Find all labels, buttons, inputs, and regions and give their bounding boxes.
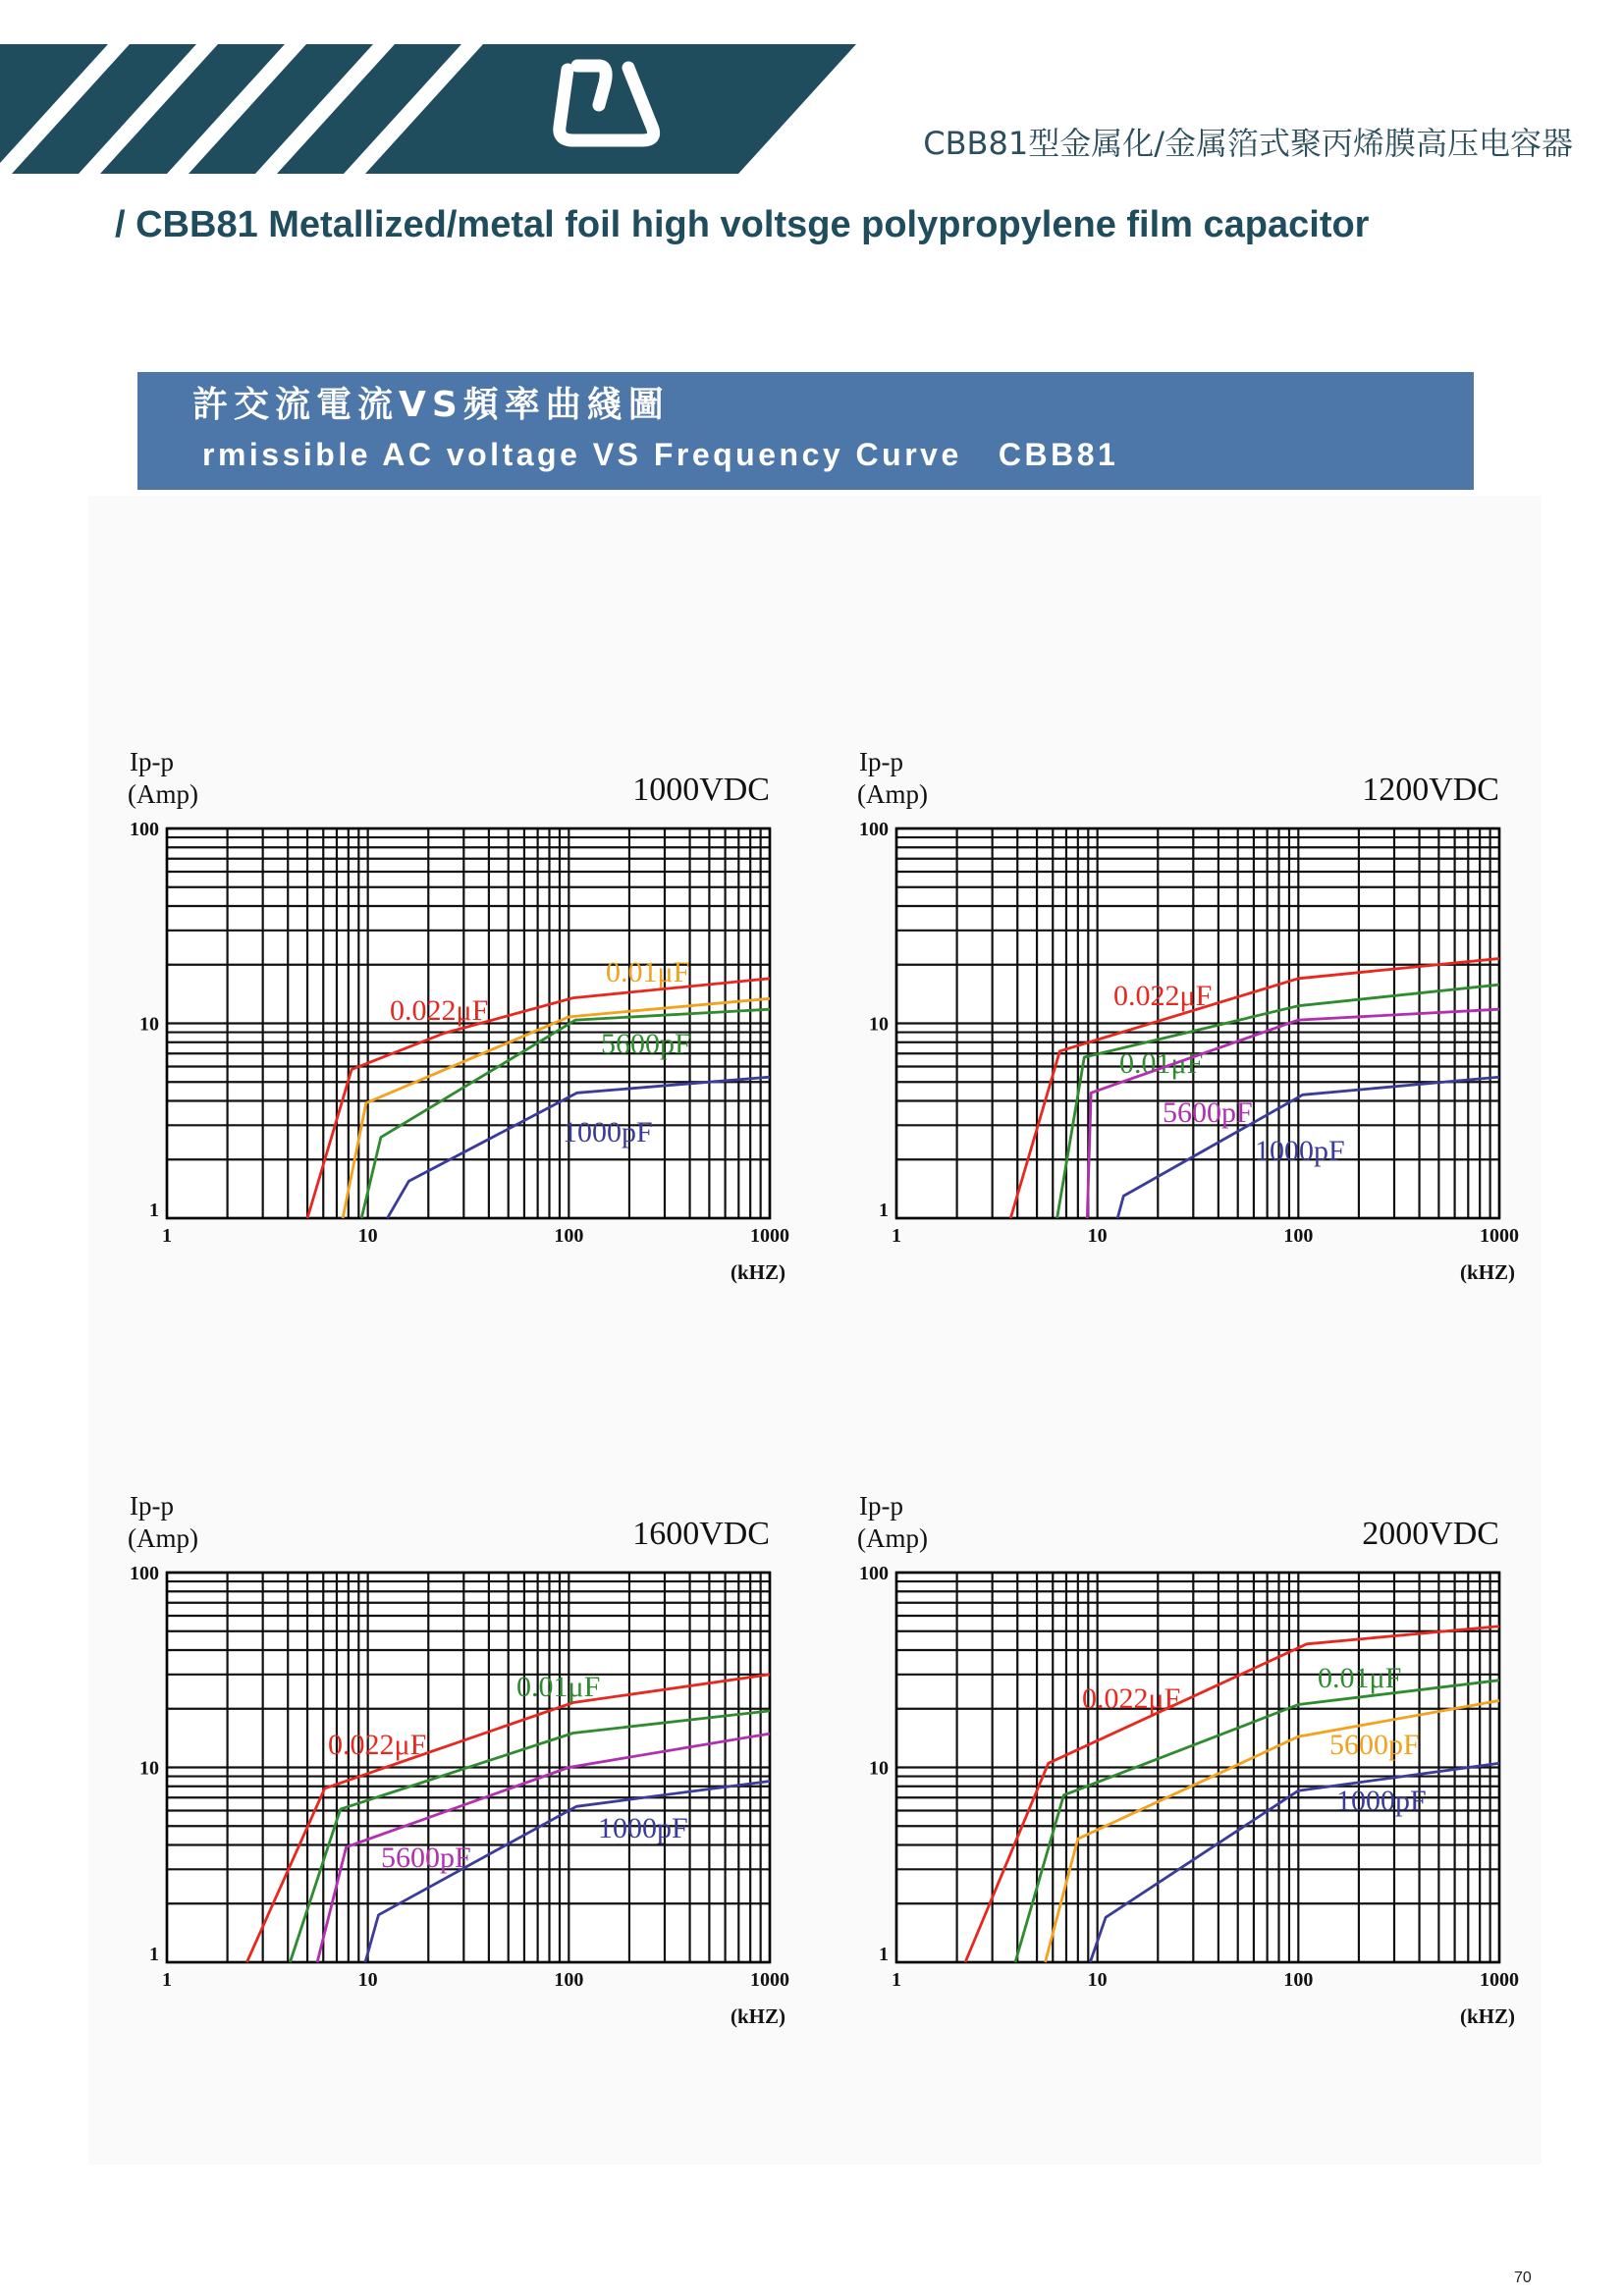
y-tick-label: 1	[149, 1944, 159, 1965]
x-tick-label: 1	[162, 1225, 172, 1247]
x-tick-label: 100	[1283, 1225, 1314, 1247]
y-axis-unit: (Amp)	[128, 1523, 198, 1553]
chart-1000vdc	[118, 741, 805, 1296]
y-tick-label: 1	[879, 1944, 889, 1965]
curve-label-0-01uf: 0.01μF	[1119, 1047, 1204, 1080]
curve-label-5600pf: 5600pF	[601, 1028, 691, 1060]
grid	[896, 828, 1499, 1218]
product-title-cn: CBB81型金属化/金属箔式聚丙烯膜高压电容器	[923, 125, 1573, 162]
x-tick-label: 10	[1087, 1969, 1108, 1991]
banner-title-cn: 許交流電流VS頻率曲綫圖	[192, 385, 670, 425]
grid	[896, 1573, 1499, 1962]
y-axis-unit: (Amp)	[857, 779, 928, 809]
chart-1600vdc	[118, 1485, 805, 2040]
curve-label-0-01uf: 0.01μF	[516, 1671, 601, 1703]
x-tick-label: 10	[357, 1225, 378, 1247]
y-axis-label: Ip-p	[130, 1491, 174, 1521]
chart-title: 1600VDC	[632, 1516, 770, 1552]
curve-label-5600pf: 5600pF	[1329, 1729, 1420, 1761]
page-number: 70	[1514, 2269, 1532, 2286]
banner-title-en: rmissible AC voltage VS Frequency Curve CBB81	[202, 437, 1119, 472]
x-axis-label: (kHZ)	[1459, 1260, 1516, 1284]
x-axis-label: (kHZ)	[730, 1260, 786, 1284]
curve-label-0-022uf: 0.022μF	[328, 1729, 427, 1761]
chart-title: 1200VDC	[1362, 772, 1499, 808]
chart-title: 2000VDC	[1362, 1516, 1499, 1552]
curve-label-1000pf: 1000pF	[1336, 1785, 1427, 1817]
x-tick-label: 1000	[750, 1225, 789, 1247]
curve-label-0-022uf: 0.022μF	[1082, 1682, 1181, 1715]
y-axis-unit: (Amp)	[128, 779, 198, 809]
curve-label-0-01uf: 0.01μF	[606, 956, 690, 988]
curve-label-1000pf: 1000pF	[563, 1116, 653, 1148]
x-tick-label: 1000	[1480, 1969, 1519, 1991]
x-tick-label: 10	[357, 1969, 378, 1991]
section-banner	[137, 372, 1474, 490]
y-tick-label: 10	[869, 1757, 889, 1780]
curve-label-0-022uf: 0.022μF	[1113, 980, 1213, 1012]
y-tick-label: 1	[879, 1200, 889, 1221]
x-tick-label: 100	[554, 1225, 584, 1247]
y-tick-label: 100	[130, 1563, 159, 1584]
y-axis-unit: (Amp)	[857, 1523, 928, 1553]
y-axis-label: Ip-p	[130, 747, 174, 776]
curve-label-1000pf: 1000pF	[1255, 1135, 1345, 1167]
y-tick-label: 10	[139, 1757, 159, 1780]
y-tick-label: 100	[859, 1563, 889, 1584]
y-tick-label: 10	[139, 1013, 159, 1036]
curve-label-1000pf: 1000pF	[598, 1812, 688, 1844]
chart-title: 1000VDC	[632, 772, 770, 808]
x-tick-label: 1000	[750, 1969, 789, 1991]
product-title-en: / CBB81 Metallized/metal foil high voltsge polypropylene film capacitor	[115, 204, 1370, 245]
curve-label-5600pf: 5600pF	[1163, 1096, 1253, 1129]
header-band-shape	[0, 44, 856, 174]
x-tick-label: 100	[1283, 1969, 1314, 1991]
chart-2000vdc	[847, 1485, 1535, 2040]
header-band	[0, 44, 864, 174]
x-tick-label: 10	[1087, 1225, 1108, 1247]
x-tick-label: 1000	[1480, 1225, 1519, 1247]
x-tick-label: 1	[162, 1969, 172, 1991]
y-tick-label: 100	[859, 819, 889, 840]
x-axis-label: (kHZ)	[730, 2004, 786, 2028]
y-axis-label: Ip-p	[859, 747, 903, 776]
x-axis-label: (kHZ)	[1459, 2004, 1516, 2028]
curve-label-0-022uf: 0.022μF	[390, 994, 489, 1027]
chart-1200vdc	[847, 741, 1535, 1296]
y-tick-label: 10	[869, 1013, 889, 1036]
y-tick-label: 1	[149, 1200, 159, 1221]
y-axis-label: Ip-p	[859, 1491, 903, 1521]
curve-label-0-01uf: 0.01μF	[1318, 1662, 1402, 1694]
x-tick-label: 1	[892, 1969, 901, 1991]
curve-label-5600pf: 5600pF	[381, 1842, 471, 1874]
x-tick-label: 100	[554, 1969, 584, 1991]
y-tick-label: 100	[130, 819, 159, 840]
x-tick-label: 1	[892, 1225, 901, 1247]
